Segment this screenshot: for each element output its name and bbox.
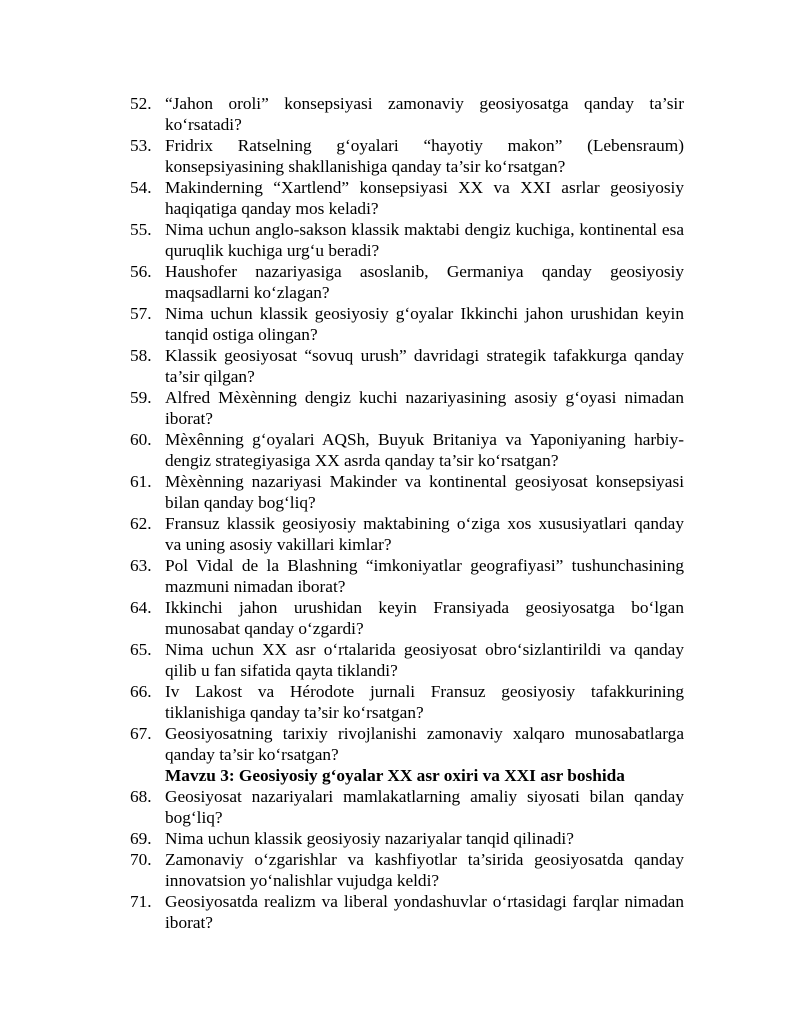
question-item <box>130 135 684 177</box>
question-text: Haushofer nazariyasiga asoslanib, Germaniya qanday geosiyosiy maqsadlarni ko‘zlagan? <box>165 262 684 302</box>
question-item <box>130 513 684 555</box>
question-number: 66. <box>130 682 152 701</box>
question-item <box>130 261 684 303</box>
question-number: 67. <box>130 724 152 743</box>
question-text: Fransuz klassik geosiyosiy maktabining o‘ziga xos xususiyatlari qanday va uning asosiy vakillari kimlar? <box>165 514 684 554</box>
question-text: Mèxênning g‘oyalari AQSh, Buyuk Britaniya va Yaponiyaning harbiy-dengiz strategiyasiga XX asrda qanday ta’sir ko‘rsatgan? <box>165 430 684 470</box>
question-text: Alfred Mèxènning dengiz kuchi nazariyasining asosiy g‘oyasi nimadan iborat? <box>165 388 684 428</box>
question-number: 57. <box>130 304 152 323</box>
question-number: 69. <box>130 829 152 848</box>
question-item <box>130 219 684 261</box>
question-text: Nima uchun anglo-sakson klassik maktabi dengiz kuchiga, kontinental esa quruqlik kuchiga urg‘u beradi? <box>165 220 684 260</box>
question-item <box>130 849 684 891</box>
question-number: 60. <box>130 430 152 449</box>
question-item <box>130 345 684 387</box>
question-number: 70. <box>130 850 152 869</box>
question-number: 63. <box>130 556 152 575</box>
question-text: Nima uchun klassik geosiyosiy g‘oyalar Ikkinchi jahon urushidan keyin tanqid ostiga olingan? <box>165 304 684 344</box>
question-item <box>130 93 684 135</box>
question-text: Iv Lakost va Hérodote jurnali Fransuz geosiyosiy tafakkurining tiklanishiga qanday ta’sir ko‘rsatgan? <box>165 682 684 722</box>
question-list <box>130 93 684 933</box>
question-item <box>130 303 684 345</box>
question-text: Geosiyosatning tarixiy rivojlanishi zamonaviy xalqaro munosabatlarga qanday ta’sir ko‘rsatgan? <box>165 724 684 764</box>
question-text: Pol Vidal de la Blashning “imkoniyatlar geografiyasi” tushunchasining mazmuni nimadan iborat? <box>165 556 684 596</box>
section-heading: Mavzu 3: Geosiyosiy g‘oyalar XX asr oxiri va XXI asr boshida <box>165 766 625 785</box>
question-number: 53. <box>130 136 152 155</box>
question-number: 54. <box>130 178 152 197</box>
question-item <box>130 639 684 681</box>
question-item <box>130 177 684 219</box>
question-text: Nima uchun klassik geosiyosiy nazariyalar tanqid qilinadi? <box>165 829 574 848</box>
question-item <box>130 597 684 639</box>
question-number: 58. <box>130 346 152 365</box>
question-item <box>130 429 684 471</box>
question-text: Mèxènning nazariyasi Makinder va kontinental geosiyosat konsepsiyasi bilan qanday bog‘liq? <box>165 472 684 512</box>
question-item <box>130 891 684 933</box>
question-item <box>130 681 684 723</box>
question-number: 52. <box>130 94 152 113</box>
question-number: 62. <box>130 514 152 533</box>
question-item <box>130 555 684 597</box>
question-text: Makinderning “Xartlend” konsepsiyasi XX va XXI asrlar geosiyosiy haqiqatiga qanday mos keladi? <box>165 178 684 218</box>
question-text: “Jahon oroli” konsepsiyasi zamonaviy geosiyosatga qanday ta’sir ko‘rsatadi? <box>165 94 684 134</box>
question-number: 61. <box>130 472 152 491</box>
question-number: 68. <box>130 787 152 806</box>
question-number: 55. <box>130 220 152 239</box>
question-item <box>130 786 684 828</box>
question-number: 71. <box>130 892 152 911</box>
question-text: Fridrix Ratselning g‘oyalari “hayotiy makon” (Lebensraum) konsepsiyasining shakllanishiga qanday ta’sir ko‘rsatgan? <box>165 136 684 176</box>
question-number: 64. <box>130 598 152 617</box>
question-number: 59. <box>130 388 152 407</box>
question-text: Geosiyosatda realizm va liberal yondashuvlar o‘rtasidagi farqlar nimadan iborat? <box>165 892 684 932</box>
question-number: 65. <box>130 640 152 659</box>
question-text: Ikkinchi jahon urushidan keyin Fransiyada geosiyosatga bo‘lgan munosabat qanday o‘zgardi? <box>165 598 684 638</box>
question-text: Nima uchun XX asr o‘rtalarida geosiyosat obro‘sizlantirildi va qanday qilib u fan sifatida qayta tiklandi? <box>165 640 684 680</box>
question-item <box>130 471 684 513</box>
question-item <box>130 828 684 849</box>
question-item <box>130 723 684 765</box>
question-number: 56. <box>130 262 152 281</box>
question-text: Klassik geosiyosat “sovuq urush” davridagi strategik tafakkurga qanday ta’sir qilgan? <box>165 346 684 386</box>
question-item <box>130 387 684 429</box>
question-text: Zamonaviy o‘zgarishlar va kashfiyotlar ta’sirida geosiyosatda qanday innovatsion yo‘nalishlar vujudga keldi? <box>165 850 684 890</box>
question-text: Geosiyosat nazariyalari mamlakatlarning amaliy siyosati bilan qanday bog‘liq? <box>165 787 684 827</box>
